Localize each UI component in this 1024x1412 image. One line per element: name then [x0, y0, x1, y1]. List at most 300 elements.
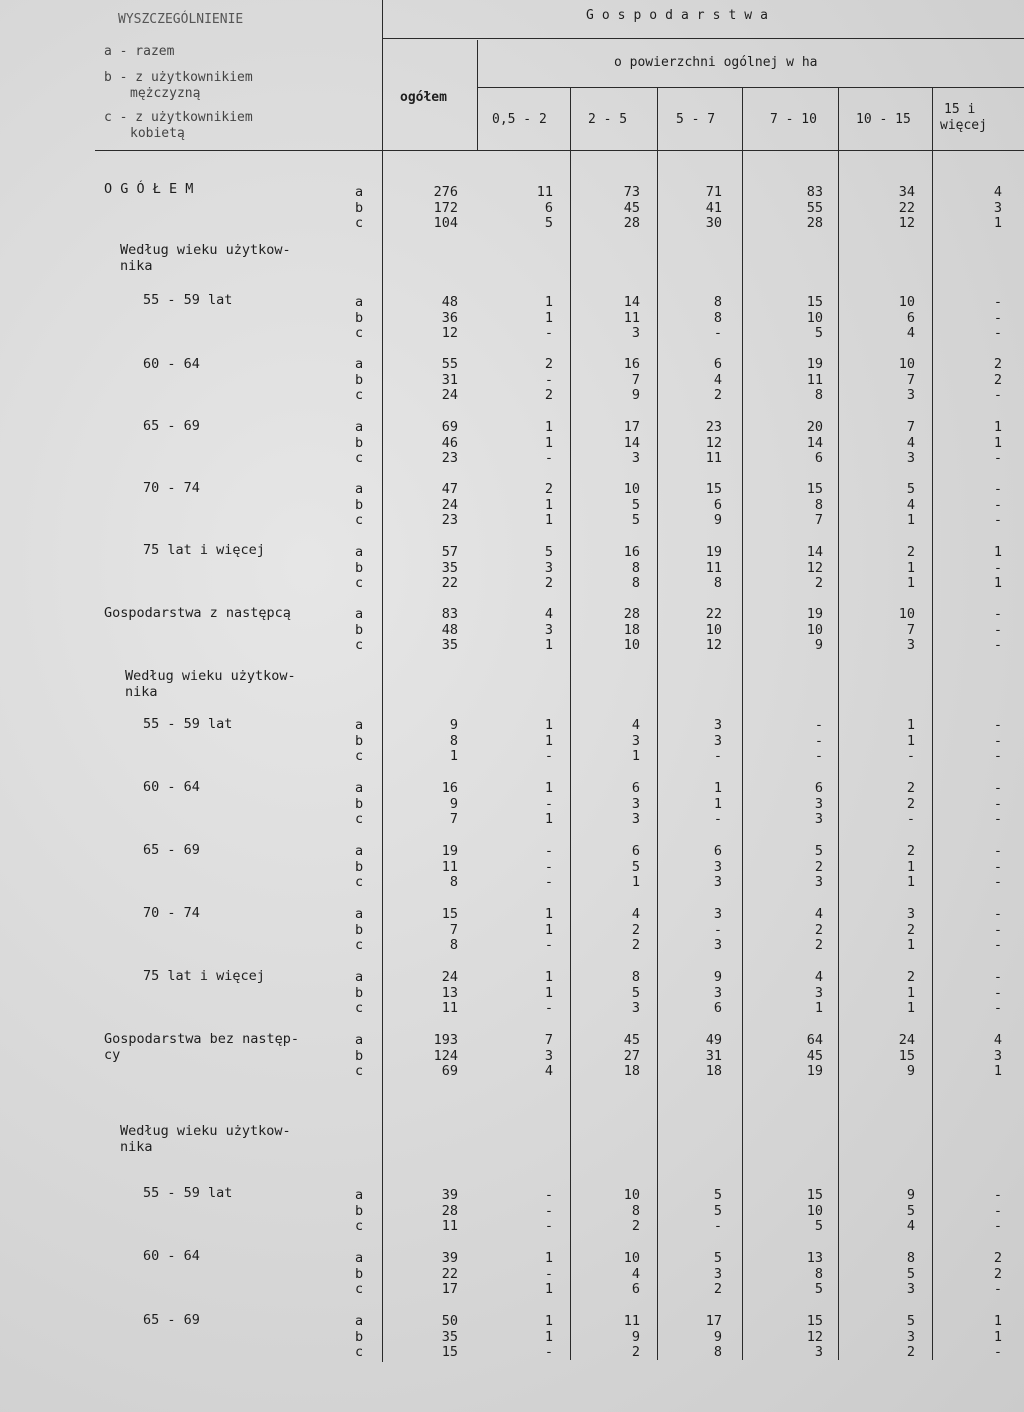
table-cell: 64	[806, 1032, 823, 1048]
table-cell: 11	[705, 450, 722, 466]
table-cell: -	[544, 450, 553, 466]
table-cell: 3	[713, 874, 722, 890]
table-cell: 4	[906, 1218, 915, 1234]
table-cell: 69	[441, 419, 458, 435]
table-cell: 10	[898, 606, 915, 622]
table-cell: -	[993, 1000, 1002, 1016]
table-cell: 36	[441, 309, 458, 326]
row-label: Gospodarstwa bez następ- cy	[104, 1031, 300, 1063]
table-cell: 2	[713, 1281, 722, 1297]
row-key-b: b	[355, 559, 364, 576]
table-cell: 8	[631, 559, 640, 576]
table-cell: 2	[906, 843, 915, 859]
header-title: WYSZCZEGÓLNIENIE	[118, 12, 244, 27]
table-cell: 2	[631, 937, 640, 953]
row-label: Gospodarstwa z następcą	[104, 605, 291, 621]
table-cell: 3	[814, 1344, 823, 1360]
row-key-c: c	[355, 874, 364, 890]
row-label: 60 - 64	[143, 1248, 200, 1264]
table-cell: -	[993, 1187, 1002, 1203]
table-cell: 2	[906, 1344, 915, 1360]
table-cell: 3	[906, 450, 915, 466]
table-cell: 2	[544, 575, 553, 591]
row-key-b: b	[355, 371, 364, 388]
table-cell: 2	[993, 1265, 1002, 1282]
table-cell: 1	[631, 748, 640, 764]
row-key-b: b	[355, 1202, 364, 1219]
table-cell: 6	[906, 309, 915, 326]
table-cell: 35	[441, 559, 458, 576]
table-cell: -	[544, 748, 553, 764]
table-cell: 15	[441, 906, 458, 922]
row-label: O G Ó Ł E M	[104, 181, 194, 197]
divider-total	[477, 40, 478, 150]
row-key-b: b	[355, 858, 364, 875]
table-cell: 2	[906, 969, 915, 985]
table-cell: -	[993, 921, 1002, 938]
table-cell: 8	[449, 874, 458, 890]
table-cell: 8	[814, 496, 823, 513]
table-cell: 1	[993, 544, 1002, 560]
table-cell: 15	[705, 481, 722, 497]
table-cell: 8	[713, 309, 722, 326]
table-cell: -	[544, 1218, 553, 1234]
table-cell: 12	[806, 559, 823, 576]
table-cell: 30	[705, 215, 722, 231]
table-cell: 1	[544, 496, 553, 513]
table-cell: -	[544, 1344, 553, 1360]
table-cell: 8	[631, 1202, 640, 1219]
row-label: 60 - 64	[143, 779, 200, 795]
table-cell: 24	[441, 969, 458, 985]
table-cell: 1	[544, 906, 553, 922]
table-cell: 1	[544, 434, 553, 451]
table-cell: 18	[705, 1063, 722, 1079]
table-cell: 15	[898, 1047, 915, 1064]
table-cell: 27	[623, 1047, 640, 1064]
table-cell: 10	[898, 294, 915, 310]
table-cell: 10	[705, 621, 722, 638]
table-cell: 12	[705, 434, 722, 451]
table-cell: -	[544, 1265, 553, 1282]
row-key-a: a	[355, 544, 364, 560]
table-cell: -	[993, 294, 1002, 310]
table-cell: 11	[536, 184, 553, 200]
table-cell: 4	[906, 496, 915, 513]
table-cell: 3	[906, 906, 915, 922]
row-label: 65 - 69	[143, 418, 200, 434]
table-cell: 12	[806, 1328, 823, 1345]
table-cell: 3	[814, 795, 823, 812]
table-cell: 3	[713, 906, 722, 922]
table-cell: 4	[906, 325, 915, 341]
table-cell: 6	[713, 356, 722, 372]
table-cell: 3	[713, 937, 722, 953]
table-cell: 5	[544, 215, 553, 231]
table-cell: 3	[713, 1265, 722, 1282]
table-cell: 15	[806, 1313, 823, 1329]
table-cell: -	[713, 1218, 722, 1234]
table-cell: 1	[544, 637, 553, 653]
table-cell: 1	[906, 937, 915, 953]
table-cell: 4	[993, 184, 1002, 200]
row-key-a: a	[355, 294, 364, 310]
table-cell: -	[993, 621, 1002, 638]
table-cell: 2	[544, 387, 553, 403]
table-cell: 71	[705, 184, 722, 200]
table-cell: 11	[441, 1218, 458, 1234]
legend-a: a - razem	[104, 44, 175, 59]
table-cell: 3	[906, 1328, 915, 1345]
table-cell: 1	[544, 921, 553, 938]
table-cell: 1	[631, 874, 640, 890]
header-col-1: 0,5 - 2	[492, 112, 547, 127]
table-cell: 2	[814, 937, 823, 953]
table-cell: 8	[713, 575, 722, 591]
row-key-b: b	[355, 984, 364, 1001]
table-cell: -	[544, 843, 553, 859]
table-cell: -	[993, 843, 1002, 859]
table-cell: 31	[705, 1047, 722, 1064]
table-cell: 11	[623, 309, 640, 326]
table-cell: -	[544, 937, 553, 953]
row-key-c: c	[355, 811, 364, 827]
row-key-a: a	[355, 1250, 364, 1266]
table-cell: 5	[631, 496, 640, 513]
table-cell: 8	[631, 969, 640, 985]
row-key-c: c	[355, 937, 364, 953]
row-key-a: a	[355, 356, 364, 372]
row-key-b: b	[355, 199, 364, 216]
table-cell: 7	[631, 371, 640, 388]
table-cell: 24	[898, 1032, 915, 1048]
divider-c1	[570, 88, 571, 1360]
table-cell: -	[993, 1281, 1002, 1297]
table-cell: 8	[906, 1250, 915, 1266]
table-cell: 3	[906, 1281, 915, 1297]
table-cell: 4	[544, 606, 553, 622]
table-cell: 14	[623, 294, 640, 310]
table-cell: 12	[898, 215, 915, 231]
table-cell: 1	[713, 780, 722, 796]
table-cell: 83	[441, 606, 458, 622]
table-cell: 1	[906, 874, 915, 890]
table-cell: 6	[631, 1281, 640, 1297]
table-cell: 15	[806, 294, 823, 310]
table-cell: 5	[814, 1218, 823, 1234]
table-cell: 2	[814, 575, 823, 591]
legend-c: c - z użytkownikiem	[104, 110, 253, 125]
table-cell: -	[993, 512, 1002, 528]
table-cell: 2	[631, 1218, 640, 1234]
table-cell: 1	[544, 780, 553, 796]
table-cell: 17	[623, 419, 640, 435]
table-cell: 2	[814, 921, 823, 938]
table-cell: -	[544, 1187, 553, 1203]
table-cell: 41	[705, 199, 722, 216]
table-cell: 6	[814, 450, 823, 466]
row-key-c: c	[355, 1344, 364, 1360]
table-cell: 7	[906, 621, 915, 638]
table-cell: -	[993, 1218, 1002, 1234]
table-cell: 15	[806, 1187, 823, 1203]
table-cell: 1	[713, 795, 722, 812]
row-key-a: a	[355, 481, 364, 497]
table-cell: 2	[993, 356, 1002, 372]
table-cell: -	[993, 906, 1002, 922]
legend-c-cont: kobietą	[130, 126, 185, 141]
table-cell: -	[993, 606, 1002, 622]
table-cell: 3	[993, 199, 1002, 216]
header-gospodarstwa: Gospodarstwa	[586, 8, 776, 23]
table-cell: 1	[544, 309, 553, 326]
table-cell: 45	[623, 1032, 640, 1048]
table-cell: 3	[906, 387, 915, 403]
table-cell: 1	[906, 984, 915, 1001]
section-heading: Według wieku użytkow- nika	[120, 1123, 291, 1155]
row-key-a: a	[355, 780, 364, 796]
table-cell: -	[993, 1344, 1002, 1360]
table-cell: 22	[898, 199, 915, 216]
table-cell: 55	[441, 356, 458, 372]
rule-under-gospodarstwa	[383, 38, 1024, 39]
table-cell: 3	[993, 1047, 1002, 1064]
section-heading: Według wieku użytkow- nika	[120, 242, 291, 274]
row-key-a: a	[355, 717, 364, 733]
table-cell: 1	[544, 294, 553, 310]
table-cell: 18	[623, 1063, 640, 1079]
table-cell: 14	[623, 434, 640, 451]
table-cell: 16	[623, 544, 640, 560]
row-label: 55 - 59 lat	[143, 716, 233, 732]
divider-c5	[932, 88, 933, 1360]
table-cell: 8	[449, 937, 458, 953]
row-label: 70 - 74	[143, 480, 200, 496]
table-cell: 10	[806, 309, 823, 326]
table-cell: 15	[806, 481, 823, 497]
table-cell: 31	[441, 371, 458, 388]
table-cell: 5	[906, 1265, 915, 1282]
table-cell: 7	[449, 921, 458, 938]
table-cell: 6	[814, 780, 823, 796]
table-cell: 8	[631, 575, 640, 591]
table-cell: 1	[906, 717, 915, 733]
table-cell: -	[993, 637, 1002, 653]
table-cell: 45	[806, 1047, 823, 1064]
table-cell: 2	[906, 921, 915, 938]
row-key-a: a	[355, 1313, 364, 1329]
table-cell: 19	[806, 1063, 823, 1079]
table-cell: 22	[441, 575, 458, 591]
table-cell: 73	[623, 184, 640, 200]
divider-c3	[742, 88, 743, 1360]
row-key-a: a	[355, 843, 364, 859]
table-cell: 2	[906, 795, 915, 812]
table-cell: -	[993, 1202, 1002, 1219]
table-cell: 5	[631, 512, 640, 528]
header-total: ogółem	[400, 90, 447, 105]
table-cell: 193	[433, 1032, 458, 1048]
table-cell: 5	[814, 843, 823, 859]
row-key-a: a	[355, 419, 364, 435]
row-label: 55 - 59 lat	[143, 1185, 233, 1201]
table-cell: -	[814, 732, 823, 749]
table-cell: 3	[713, 858, 722, 875]
table-cell: -	[544, 325, 553, 341]
table-cell: 10	[623, 1187, 640, 1203]
row-label: 65 - 69	[143, 842, 200, 858]
table-cell: 18	[623, 621, 640, 638]
table-cell: 1	[449, 748, 458, 764]
table-cell: 23	[705, 419, 722, 435]
table-cell: 11	[705, 559, 722, 576]
table-cell: 1	[544, 732, 553, 749]
table-cell: 6	[713, 496, 722, 513]
table-cell: 4	[993, 1032, 1002, 1048]
table-cell: 5	[906, 1202, 915, 1219]
table-cell: 3	[544, 1047, 553, 1064]
row-key-c: c	[355, 1218, 364, 1234]
table-cell: 1	[544, 717, 553, 733]
table-cell: 11	[441, 1000, 458, 1016]
table-cell: 2	[631, 1344, 640, 1360]
table-cell: 9	[631, 1328, 640, 1345]
table-cell: 7	[906, 419, 915, 435]
table-cell: 9	[631, 387, 640, 403]
table-cell: 276	[433, 184, 458, 200]
row-label: 75 lat i więcej	[143, 968, 265, 984]
table-cell: 15	[441, 1344, 458, 1360]
table-cell: 4	[814, 969, 823, 985]
table-cell: 48	[441, 294, 458, 310]
table-cell: 5	[906, 1313, 915, 1329]
table-cell: 1	[993, 434, 1002, 451]
table-cell: 1	[993, 575, 1002, 591]
table-cell: 28	[806, 215, 823, 231]
row-key-c: c	[355, 1000, 364, 1016]
table-cell: -	[993, 387, 1002, 403]
legend-b: b - z użytkownikiem	[104, 70, 253, 85]
table-cell: -	[544, 371, 553, 388]
table-cell: 34	[898, 184, 915, 200]
table-cell: 10	[898, 356, 915, 372]
table-cell: -	[993, 874, 1002, 890]
table-cell: 5	[713, 1202, 722, 1219]
table-cell: 3	[631, 450, 640, 466]
table-cell: -	[993, 969, 1002, 985]
table-cell: 6	[713, 1000, 722, 1016]
header-col-3: 5 - 7	[676, 112, 716, 127]
table-cell: 49	[705, 1032, 722, 1048]
header-area: o powierzchni ogólnej w ha	[614, 55, 818, 70]
row-key-c: c	[355, 1063, 364, 1079]
table-cell: 23	[441, 450, 458, 466]
table-cell: 5	[906, 481, 915, 497]
row-key-b: b	[355, 621, 364, 638]
row-key-c: c	[355, 748, 364, 764]
table-cell: 3	[544, 559, 553, 576]
table-cell: 10	[806, 621, 823, 638]
table-cell: 28	[441, 1202, 458, 1219]
divider-c4	[838, 88, 839, 1360]
table-cell: 7	[449, 811, 458, 827]
table-cell: 3	[713, 984, 722, 1001]
table-cell: 16	[441, 780, 458, 796]
table-cell: 4	[713, 371, 722, 388]
table-cell: 1	[906, 575, 915, 591]
row-key-a: a	[355, 1187, 364, 1203]
table-cell: 9	[449, 795, 458, 812]
header-col-5: 10 - 15	[856, 112, 911, 127]
table-cell: 19	[806, 606, 823, 622]
header-col-2: 2 - 5	[588, 112, 628, 127]
section-heading: Według wieku użytkow- nika	[125, 668, 296, 700]
table-cell: 16	[623, 356, 640, 372]
table-cell: -	[993, 795, 1002, 812]
table-cell: -	[993, 984, 1002, 1001]
table-cell: 11	[441, 858, 458, 875]
table-cell: 1	[906, 512, 915, 528]
table-cell: 10	[623, 1250, 640, 1266]
table-cell: 14	[806, 544, 823, 560]
rule-under-area	[478, 87, 1024, 88]
table-cell: 55	[806, 199, 823, 216]
table-cell: 4	[906, 434, 915, 451]
table-cell: 4	[814, 906, 823, 922]
row-key-b: b	[355, 795, 364, 812]
table-cell: -	[993, 858, 1002, 875]
row-key-a: a	[355, 906, 364, 922]
header-col-4: 7 - 10	[770, 112, 817, 127]
row-label: 60 - 64	[143, 356, 200, 372]
row-key-c: c	[355, 512, 364, 528]
row-key-c: c	[355, 1281, 364, 1297]
table-cell: 5	[814, 325, 823, 341]
table-cell: 104	[433, 215, 458, 231]
table-cell: 1	[906, 858, 915, 875]
table-cell: 39	[441, 1187, 458, 1203]
table-cell: 9	[713, 969, 722, 985]
table-cell: 3	[631, 795, 640, 812]
header-col-6a: 15 i	[944, 102, 976, 117]
table-cell: 8	[449, 732, 458, 749]
table-cell: 20	[806, 419, 823, 435]
table-cell: 9	[906, 1063, 915, 1079]
row-key-b: b	[355, 496, 364, 513]
table-cell: -	[993, 732, 1002, 749]
table-cell: 1	[544, 811, 553, 827]
table-cell: -	[544, 858, 553, 875]
table-cell: 1	[544, 512, 553, 528]
table-cell: 2	[544, 356, 553, 372]
table-cell: -	[993, 325, 1002, 341]
table-cell: 11	[806, 371, 823, 388]
table-cell: 5	[814, 1281, 823, 1297]
table-cell: -	[906, 811, 915, 827]
row-key-b: b	[355, 434, 364, 451]
table-cell: -	[993, 559, 1002, 576]
table-cell: 3	[713, 732, 722, 749]
table-cell: 1	[814, 1000, 823, 1016]
divider-c2	[657, 88, 658, 1360]
table-cell: 172	[433, 199, 458, 216]
table-cell: 12	[441, 325, 458, 341]
table-cell: 45	[623, 199, 640, 216]
table-cell: 4	[544, 1063, 553, 1079]
table-cell: 22	[441, 1265, 458, 1282]
row-label: 55 - 59 lat	[143, 292, 233, 308]
table-cell: 8	[814, 1265, 823, 1282]
